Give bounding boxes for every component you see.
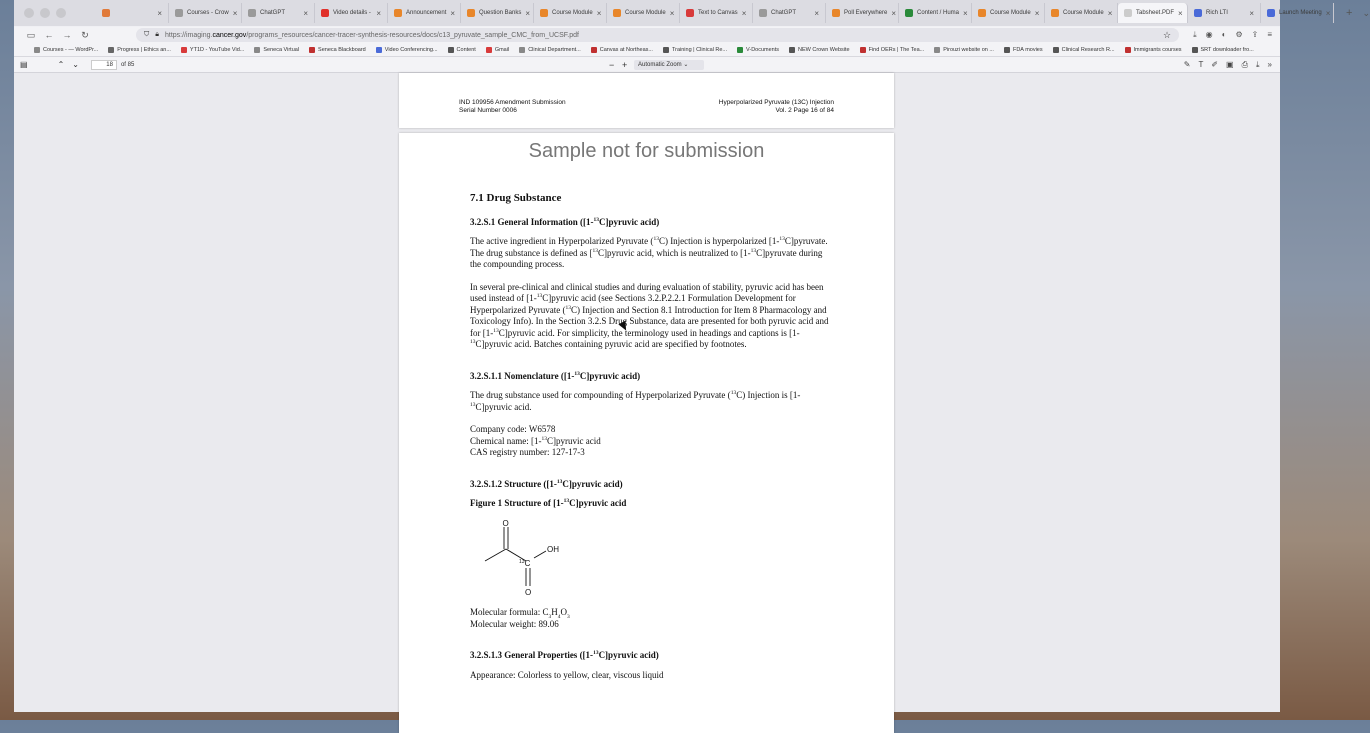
bookmark-favicon-icon [309, 47, 315, 53]
tab-favicon-icon [1194, 9, 1202, 17]
tab-close-icon[interactable]: × [963, 8, 968, 18]
bookmark-label: Clinical Research R... [1061, 46, 1115, 53]
tab-close-icon[interactable]: × [891, 8, 897, 18]
cas-number: CAS registry number: 127-17-3 [470, 447, 585, 457]
browser-tab[interactable] [169, 3, 242, 23]
browser-toolbar [14, 27, 1280, 43]
toolbar-icons [1193, 30, 1272, 40]
bookmark-label: YT1D - YouTube Vid... [189, 46, 245, 53]
pdf-sidebar-toggle-icon[interactable]: ▤ [20, 60, 28, 69]
browser-tab[interactable] [680, 3, 753, 23]
header-submission: IND 109956 Amendment Submission [459, 99, 566, 106]
reload-icon[interactable]: ↻ [81, 29, 89, 40]
tab-title: ChatGPT [260, 10, 286, 16]
tab-title: Course Module [1063, 10, 1104, 16]
header-product: Hyperpolarized Pyruvate (13C) Injection [718, 99, 834, 106]
bookmark-label: V-Documents [746, 46, 780, 53]
bookmark-label: Seneca Virtual [263, 46, 300, 53]
page-header-right [719, 99, 834, 115]
watermark: Sample not for submission [528, 140, 765, 162]
browser-tab[interactable] [534, 3, 607, 23]
general-properties-heading: 3.2.S.1.3 General Properties ([1-$^{13}$C]pyruvic acid) [470, 650, 659, 660]
zoom-in-icon[interactable]: + [622, 59, 628, 70]
bookmark-favicon-icon [1192, 47, 1198, 53]
browser-tab[interactable] [96, 3, 169, 23]
browser-tab[interactable] [972, 3, 1045, 23]
structure-heading: 3.2.S.1.2 Structure ([1-$^{13}$C]pyruvic acid) [470, 478, 623, 489]
header-serial: Serial Number 0006 [459, 107, 517, 114]
pdf-viewer[interactable] [14, 73, 1280, 712]
bookmark-favicon-icon [663, 47, 669, 53]
bookmark-favicon-icon [448, 47, 454, 53]
page-number-input[interactable]: 18 [91, 60, 117, 70]
tab-title: Poll Everywhere [844, 10, 888, 16]
page-header-left [459, 99, 566, 115]
print-icon[interactable]: ⎙ [1241, 59, 1248, 69]
browser-window [14, 0, 1370, 712]
tab-close-icon[interactable]: × [303, 8, 308, 18]
back-icon[interactable]: ← [44, 30, 54, 40]
bookmark-star-icon[interactable]: ☆ [1163, 29, 1172, 40]
url-text[interactable] [165, 32, 1157, 39]
bookmark-favicon-icon [254, 47, 260, 53]
bookmark-label: Content [456, 46, 476, 53]
figure-caption: Figure 1 Structure of [1-$^{13}$C]pyruvic acid [470, 498, 627, 508]
bookmark-label: Clinical Department... [528, 46, 581, 53]
pdf-page-previous [399, 73, 894, 128]
bookmark-item[interactable] [376, 47, 438, 53]
shield-icon: ⛉ [144, 31, 150, 38]
header-volume-page: Vol. 2 Page 16 of 84 [775, 107, 834, 114]
molecular-formula: Molecular formula: $C_3H_4O_3$ [470, 607, 570, 620]
acid-oxygen-label: O [525, 587, 532, 597]
pdf-tools [1184, 60, 1272, 70]
tab-favicon-icon [759, 9, 767, 17]
url-path: /programs_resources/cancer-tracer-synthesis-resources/docs/c13_pyruvate_sample_CMC_from_UCSF.pdf [246, 31, 579, 39]
tab-title: Rich LTI [1206, 10, 1228, 16]
bookmark-favicon-icon [1004, 47, 1010, 53]
pdf-page-current [399, 133, 894, 733]
tab-close-icon[interactable]: × [741, 8, 747, 18]
bookmark-item[interactable] [181, 47, 244, 53]
bookmark-label: NEW Crown Website [798, 46, 850, 53]
bookmark-item[interactable] [1053, 47, 1115, 53]
bookmark-favicon-icon [737, 47, 743, 53]
tab-close-icon[interactable]: × [1034, 8, 1040, 18]
chemical-structure [482, 518, 832, 600]
tab-favicon-icon [1124, 9, 1132, 17]
bookmark-label: Courses - — WordPr... [43, 46, 99, 53]
bookmark-favicon-icon [376, 47, 382, 53]
zoom-chevron-icon: ⌄ [683, 61, 689, 68]
carbonyl-oxygen-label: O [502, 518, 509, 528]
bookmark-favicon-icon [934, 47, 940, 53]
bookmark-label: Find OERs | The Tea... [868, 46, 925, 53]
tab-title: Video details - [333, 10, 371, 16]
paragraph-active-ingredient: The active ingredient in Hyperpolarized Pyruvate ($^{13}$C) Injection is hyperpolarized [1-$^{13}$C]pyruvate. The drug substance is defined as [$^{13}$C]pyruvic acid, which is neutralized to [1-$^{13}$C]pyruvate during the compounding process. [470, 236, 828, 269]
tab-close-icon[interactable]: × [450, 8, 456, 18]
account-icon[interactable]: ◉ [1205, 30, 1213, 39]
address-bar[interactable] [136, 28, 1179, 42]
tab-favicon-icon [1267, 9, 1275, 17]
bookmark-favicon-icon [108, 47, 114, 53]
molecular-info [470, 607, 832, 630]
tab-close-icon[interactable]: × [1325, 8, 1331, 18]
carbon13-label: $^{13}$C [519, 558, 531, 568]
tab-favicon-icon [248, 9, 256, 17]
bookmark-favicon-icon [1125, 47, 1131, 53]
tab-favicon-icon [613, 9, 621, 17]
tab-close-icon[interactable]: × [525, 8, 531, 18]
browser-tab[interactable] [1261, 3, 1334, 23]
tab-strip [14, 0, 1370, 26]
tab-title: Courses - Crow [187, 10, 229, 16]
maximize-window-icon[interactable] [56, 8, 66, 18]
bookmark-favicon-icon [486, 47, 492, 53]
bookmark-item[interactable] [1125, 47, 1182, 53]
zoom-select-value: Automatic Zoom [638, 61, 682, 68]
tab-title: Announcement [406, 10, 447, 16]
bookmark-item[interactable] [860, 47, 925, 53]
highlight-icon[interactable]: ✎ [1183, 59, 1191, 69]
tab-favicon-icon [394, 9, 402, 17]
tab-title: Tabsheet.PDF [1136, 10, 1175, 16]
window-controls [24, 8, 66, 18]
browser-tab[interactable] [899, 3, 972, 23]
save-icon[interactable]: ⤓ [1256, 59, 1260, 69]
tab-title: Course Module [990, 10, 1031, 16]
browser-tab[interactable] [753, 3, 826, 23]
bookmark-label: Training | Clinical Re... [671, 46, 727, 53]
zoom-select[interactable] [634, 60, 704, 70]
nomenclature-heading: 3.2.S.1.1 Nomenclature ([1-$^{13}$C]pyruvic acid) [470, 370, 641, 381]
downloads-icon[interactable]: ⤓ [1193, 30, 1197, 39]
tab-favicon-icon [540, 9, 548, 17]
hydroxyl-label: OH [547, 544, 559, 554]
tab-title: Launch Meeting [1279, 10, 1322, 16]
bookmark-favicon-icon [181, 47, 187, 53]
browser-tab[interactable] [1118, 3, 1188, 23]
pdf-toolbar [14, 57, 1280, 73]
tab-close-icon[interactable]: × [1249, 8, 1254, 18]
minimize-window-icon[interactable] [40, 8, 50, 18]
tab-favicon-icon [686, 9, 694, 17]
tab-title: ChatGPT [771, 10, 797, 16]
browser-tab[interactable] [1188, 3, 1261, 23]
bookmark-label: Pirouzi website on ... [943, 46, 994, 53]
bookmarks-bar [14, 43, 1280, 57]
tab-favicon-icon [905, 9, 913, 17]
browser-tab[interactable] [826, 3, 899, 23]
bookmark-item[interactable] [737, 47, 779, 53]
image-icon[interactable]: ▣ [1226, 59, 1234, 69]
tab-close-icon[interactable]: × [232, 8, 238, 18]
bookmark-item[interactable] [254, 47, 299, 53]
appearance: Appearance: Colorless to yellow, clear, viscous liquid [470, 669, 664, 680]
extension-icon[interactable]: ◐ [1221, 30, 1227, 39]
bookmark-favicon-icon [789, 47, 795, 53]
extensions-icon[interactable]: ⚙ [1235, 30, 1243, 39]
bookmark-item[interactable] [789, 47, 850, 53]
bookmark-favicon-icon [860, 47, 866, 53]
zoom-out-icon[interactable]: − [609, 59, 615, 70]
chemical-name: Chemical name: [1-$^{13}$C]pyruvic acid [470, 435, 601, 446]
tab-title: Content / Huma [917, 10, 960, 16]
bookmark-item[interactable] [934, 47, 994, 53]
tab-favicon-icon [978, 9, 986, 17]
bookmark-item[interactable] [448, 47, 476, 53]
browser-tab[interactable] [607, 3, 680, 23]
draw-icon[interactable]: ✐ [1211, 59, 1219, 69]
page-count: of 85 [120, 61, 135, 68]
tab-close-icon[interactable]: × [1107, 8, 1113, 18]
bookmark-label: Seneca Blackboard [318, 46, 366, 53]
browser-tab[interactable] [1045, 3, 1118, 23]
bookmark-favicon-icon [519, 47, 525, 53]
tab-close-icon[interactable]: × [814, 8, 819, 18]
browser-tab[interactable] [242, 3, 315, 23]
close-window-icon[interactable] [24, 8, 34, 18]
tab-favicon-icon [1051, 9, 1059, 17]
url-prefix: https://imaging. [164, 31, 213, 39]
more-tools-icon[interactable]: » [1267, 59, 1272, 69]
tab-title: Text to Canvas [698, 10, 738, 16]
general-information-heading: 3.2.S.1 General Information ([1-$^{13}$C]pyruvic acid) [470, 216, 660, 227]
share-icon[interactable]: ⇪ [1251, 30, 1259, 39]
molecular-weight: Molecular weight: 89.06 [470, 618, 559, 629]
bookmark-label: Canvas at Northeas... [599, 46, 653, 53]
bookmark-label: SRT downloader fro... [1200, 46, 1254, 53]
bookmark-favicon-icon [34, 47, 40, 53]
new-tab-icon[interactable]: + [1346, 7, 1353, 19]
tab-close-icon[interactable]: × [376, 8, 381, 18]
bookmark-favicon-icon [591, 47, 597, 53]
paragraph-nomenclature: The drug substance used for compounding of Hyperpolarized Pyruvate ($^{13}$C) Injection is [1-$^{13}$C]pyruvic acid. [470, 390, 801, 412]
bookmark-label: Video Conferencing... [384, 46, 438, 53]
text-tool-icon[interactable]: T [1198, 59, 1204, 69]
tab-close-icon[interactable]: × [669, 8, 675, 18]
bookmark-item[interactable] [663, 47, 727, 53]
lock-icon: 🔒︎ [155, 31, 159, 38]
identifiers-block [470, 424, 832, 459]
browser-tab[interactable] [461, 3, 534, 23]
tab-close-icon[interactable]: × [157, 8, 162, 18]
bookmark-item[interactable] [34, 47, 98, 53]
tab-title: Question Banks [479, 10, 522, 16]
bookmark-favicon-icon [1053, 47, 1059, 53]
tab-favicon-icon [467, 9, 475, 17]
bookmark-item[interactable] [591, 47, 653, 53]
bookmark-item[interactable] [309, 47, 366, 53]
url-host: cancer.gov [212, 31, 247, 39]
company-code: Company code: W6578 [470, 424, 556, 434]
tab-close-icon[interactable]: × [596, 8, 602, 18]
sidebar-toggle-icon[interactable]: ▭ [26, 29, 36, 40]
menu-icon[interactable]: ≡ [1267, 30, 1272, 39]
bookmark-label: FDA movies [1012, 46, 1043, 53]
paragraph-studies: In several pre-clinical and clinical studies and during evaluation of stability, pyruvic acid has been used instead of [1-$^{13}$C]pyruvic acid (see Sections 3.2.P.2.2.1 Formulation Development for Hyperpolarized Pyruvate ($^{13}$C) Injection and Section 8.1 Introduction for Item 8 Pharmacology and Toxicology Info). In the Section 3.2.S Drug Substance, data are presented for both pyruvic acid and for [1-$^{13}$C]pyruvic acid. For simplicity, the terminology used in headings and captions is [1-$^{13}$C]pyruvic acid. Batches containing pyruvic acid are specified by footnotes. [470, 281, 829, 349]
document-body [470, 193, 832, 692]
bookmark-label: Gmail [494, 46, 510, 53]
bookmark-label: Progress | Ethics an... [117, 46, 171, 53]
bookmark-item[interactable] [1192, 47, 1254, 53]
bookmark-item[interactable] [1004, 47, 1043, 53]
tab-list-chevron-icon[interactable]: ⌄ [1362, 7, 1370, 18]
next-page-icon[interactable]: ⌄ [72, 60, 79, 69]
forward-icon[interactable]: → [62, 30, 72, 40]
section-title: 7.1 Drug Substance [470, 192, 562, 204]
tab-favicon-icon [102, 9, 110, 17]
tab-close-icon[interactable]: × [1178, 8, 1183, 18]
tab-title: Course Module [552, 10, 593, 16]
pyruvic-acid-structure-svg [482, 518, 592, 596]
bookmark-label: Immigrants courses [1133, 46, 1182, 53]
bookmark-item[interactable] [108, 47, 171, 53]
browser-tab[interactable] [315, 3, 388, 23]
previous-page-icon[interactable]: ⌃ [57, 60, 65, 69]
browser-tab[interactable] [388, 3, 461, 23]
tab-favicon-icon [321, 9, 329, 17]
bookmark-item[interactable] [519, 47, 581, 53]
tab-favicon-icon [175, 9, 183, 17]
bookmark-item[interactable] [486, 47, 509, 53]
tab-title: Course Module [625, 10, 666, 16]
tab-favicon-icon [832, 9, 840, 17]
